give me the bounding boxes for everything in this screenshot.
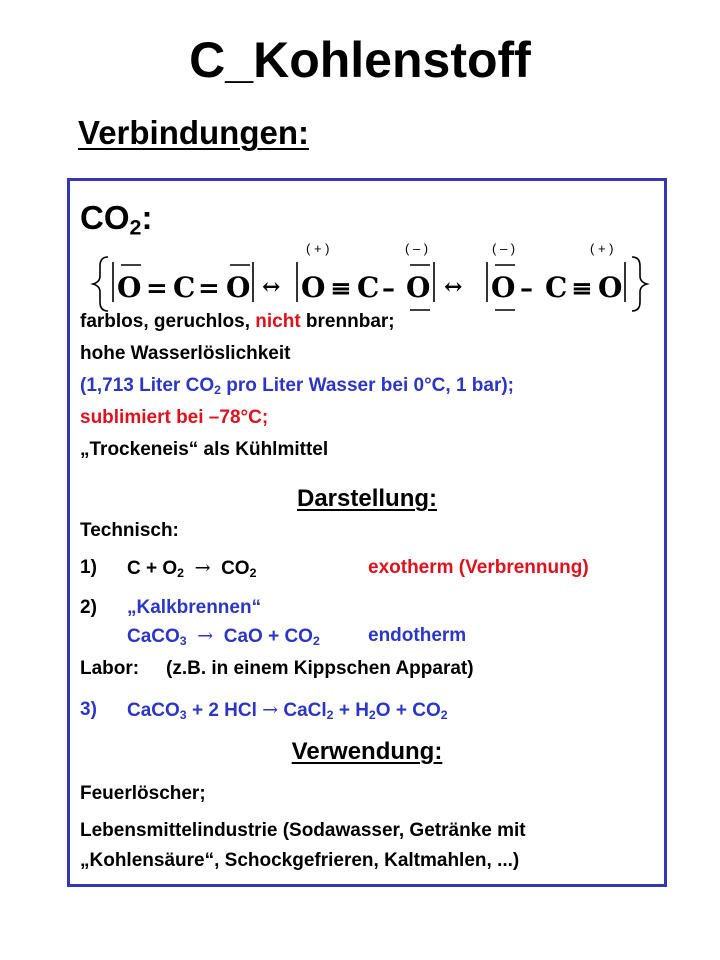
svg-text:O: O: [226, 271, 251, 304]
left-brace: [93, 257, 108, 311]
verwendung-line-2: Lebensmittelindustrie (Sodawasser, Getränke mit: [80, 820, 526, 841]
svg-text:C: C: [173, 271, 196, 304]
technisch-label: Technisch:: [80, 520, 179, 541]
item-2-title: „Kalkbrennen“: [127, 597, 262, 618]
property-line-4: sublimiert bei –78°C;: [80, 407, 269, 428]
verwendung-line-1: Feuerlöscher;: [80, 783, 206, 804]
svg-text:C: C: [545, 271, 568, 304]
svg-text:O: O: [301, 271, 326, 304]
resonance-arrow-1: ↔: [262, 274, 281, 300]
item-2-equation: CaCO$_3$ → CaO + $CO_2$: [127, 625, 320, 649]
item-1-equation: $C + O_2 \to CO_2$: [127, 557, 257, 581]
reaction-arrow-icon: →: [194, 557, 211, 579]
resonance-arrow-2: ↔: [444, 274, 463, 300]
property-line-1: farblos, geruchlos, nicht brennbar;: [80, 311, 395, 332]
verwendung-heading: Verwendung:: [291, 738, 443, 765]
darstellung-heading: Darstellung:: [296, 485, 437, 512]
charge-3: ( – ): [492, 241, 516, 256]
item-1-number: 1): [80, 557, 97, 578]
item-1-note: exotherm (Verbrennung): [368, 557, 589, 578]
svg-text:=: =: [198, 274, 220, 304]
verwendung-line-3: „Kohlensäure“, Schockgefrieren, Kaltmahlen, ...): [80, 850, 520, 871]
property-line-5: „Trockeneis“ als Kühlmittel: [80, 439, 329, 460]
charge-4: ( + ): [590, 241, 614, 256]
item-2-number: 2): [80, 597, 97, 618]
reaction-arrow-icon: →: [197, 625, 214, 647]
property-line-2: hohe Wasserlöslichkeit: [80, 343, 291, 364]
labor-label: Labor:: [80, 658, 140, 679]
item-3-equation: CaCO$_3$ + 2 HCl → CaCl$_2$ + $H_2O + CO_2$: [127, 699, 448, 723]
reaction-arrow-icon: →: [262, 699, 279, 721]
right-brace: [632, 257, 647, 311]
section-subtitle: Verbindungen:: [78, 114, 309, 151]
svg-text:C: C: [357, 271, 380, 304]
svg-text:O: O: [117, 271, 142, 304]
page-title: C_Kohlenstoff: [189, 32, 531, 88]
svg-text:≡: ≡: [330, 274, 352, 304]
svg-text:O: O: [406, 271, 431, 304]
resonance-structure-2: [297, 262, 462, 310]
resonance-charges: [306, 241, 613, 256]
charge-1: ( + ): [306, 241, 330, 256]
item-3-number: 3): [80, 699, 97, 720]
property-line-3: (1,713 Liter $CO_2$ pro Liter Wasser bei 0°C, 1 bar);: [80, 375, 515, 398]
resonance-structure-3: [487, 262, 625, 310]
svg-text:=: =: [146, 274, 168, 304]
resonance-structure-1: [113, 262, 280, 304]
svg-text:–: –: [520, 274, 533, 304]
co2-heading: $CO_2$:: [80, 199, 153, 240]
item-2-note: endotherm: [368, 625, 467, 646]
svg-text:O: O: [598, 271, 623, 304]
svg-text:–: –: [382, 274, 395, 304]
svg-text:O: O: [491, 271, 516, 304]
svg-text:≡: ≡: [571, 274, 593, 304]
charge-2: ( – ): [405, 241, 429, 256]
labor-note: (z.B. in einem Kippschen Apparat): [166, 658, 474, 679]
